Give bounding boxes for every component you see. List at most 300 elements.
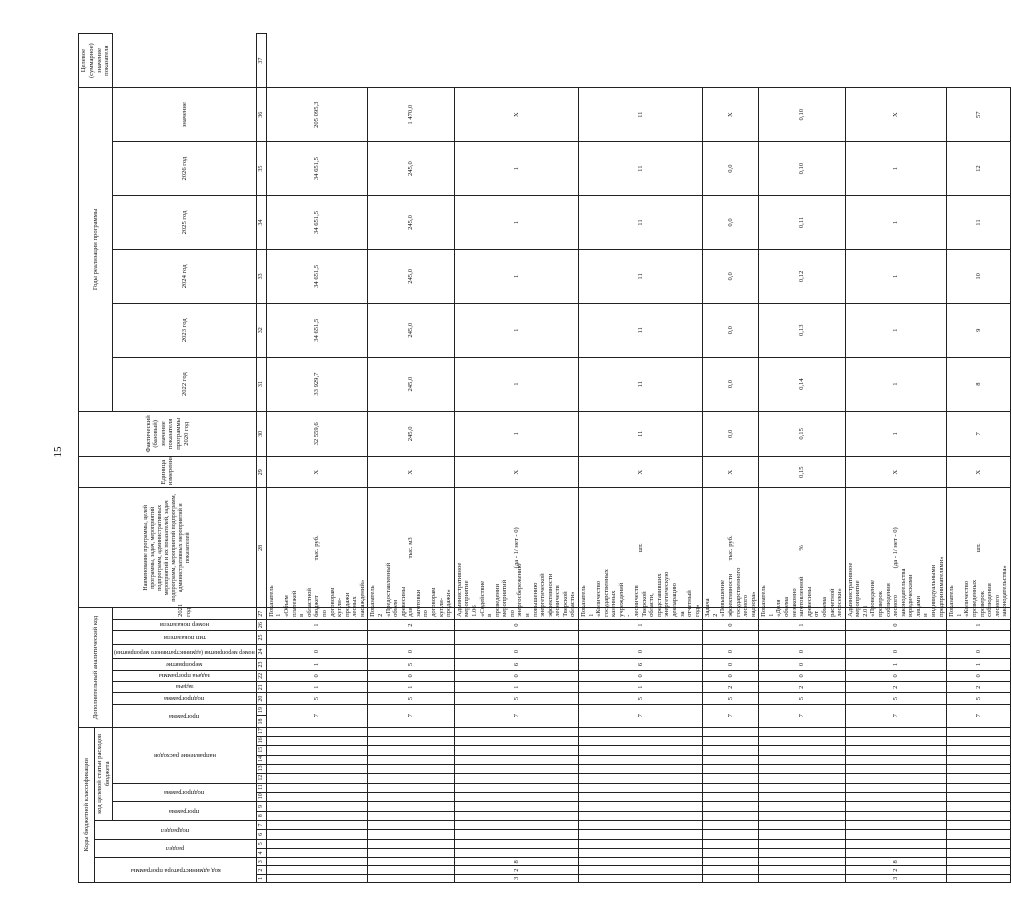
code-cell: [266, 802, 368, 811]
code-cell: [368, 746, 454, 755]
code-cell: [845, 755, 947, 764]
code-cell: [759, 802, 845, 811]
year-value: 0,13: [759, 303, 845, 357]
code-cell: 8: [845, 858, 947, 866]
code-cell: 7: [845, 704, 947, 727]
code-cell: 1: [266, 682, 368, 693]
measure-header: номер показателя: [159, 621, 210, 629]
year-value: 34 651,5: [266, 249, 368, 303]
code-cell: [579, 820, 703, 829]
column-number: 30: [256, 411, 266, 457]
column-number: 34: [256, 196, 266, 250]
code-cell: [266, 755, 368, 764]
year-value: 245,0: [368, 142, 454, 196]
row-target-value: 205 095,3: [266, 88, 368, 142]
code-cell: 1: [266, 619, 368, 630]
column-number: 21: [256, 682, 266, 693]
column-number: 29: [256, 457, 266, 488]
row-unit: тыс. руб.: [703, 488, 759, 608]
code-cell: [368, 858, 454, 866]
code-cell: 0: [454, 670, 578, 681]
column-number: 8: [256, 811, 266, 820]
base-2020-column-header: Фактический (базовый) значение показателя программы 2020 год: [79, 411, 257, 457]
code-cell: 2: [454, 866, 578, 874]
code-cell: [759, 774, 845, 783]
code-cell: 1: [947, 659, 1011, 670]
row-base-value: Х: [368, 457, 454, 488]
code-cell: 3: [845, 874, 947, 882]
code-cell: [266, 765, 368, 774]
code-cell: [759, 783, 845, 792]
code-cell: [454, 746, 578, 755]
year-value: 34 651,5: [266, 142, 368, 196]
code-cell: [845, 848, 947, 857]
unit-column-header: Единица измерения: [79, 457, 257, 488]
code-cell: [703, 746, 759, 755]
code-cell: [579, 746, 703, 755]
code-cell: 5: [845, 693, 947, 704]
code-cell: [947, 774, 1011, 783]
code-cell: [266, 727, 368, 736]
year-value: 11: [579, 142, 703, 196]
column-number-row: [256, 34, 266, 883]
row-name: Показатель 1 «Количество проведенных проверок соблюдения лесного законодательства»: [947, 608, 1011, 619]
year-value: 1: [454, 303, 578, 357]
code-cell: [266, 811, 368, 820]
code-cell: [579, 874, 703, 882]
code-cell: [266, 858, 368, 866]
target-item-header: код целевой статьи расходов бюджета: [95, 727, 113, 820]
code-cell: [579, 866, 703, 874]
year-value: 245,0: [368, 196, 454, 250]
code-cell: [703, 755, 759, 764]
row-name: Показатель 2 «Предоставленный объем древесины для заготовки по договорам купли-продажи»: [368, 608, 454, 619]
code-cell: 1: [579, 619, 703, 630]
code-cell: [579, 848, 703, 857]
column-number: 5: [256, 839, 266, 848]
row-unit: тыс. руб.: [266, 488, 368, 608]
code-cell: [703, 848, 759, 857]
code-cell: 2: [845, 866, 947, 874]
event-type-header: мероприятие: [166, 660, 203, 668]
code-cell: [947, 848, 1011, 857]
column-number: 26: [256, 619, 266, 630]
year-value: 11: [579, 249, 703, 303]
year-value: 1: [845, 357, 947, 411]
year-value: 0,0: [703, 411, 759, 457]
code-cell: [368, 874, 454, 882]
code-cell: [759, 874, 845, 882]
code-cell: [579, 783, 703, 792]
row-name: Административное мероприятие 2.01 «Проведение проверок соблюдения лесного законодательства юридическими лицами и индивидуальными предпринимателями»: [845, 608, 947, 619]
code-cell: [454, 802, 578, 811]
column-number: 18: [256, 716, 266, 727]
code-cell: [845, 792, 947, 801]
code-cell: [947, 874, 1011, 882]
column-number: 9: [256, 802, 266, 811]
table-row: [266, 34, 368, 883]
code-cell: [266, 874, 368, 882]
event-number-header: номер мероприятия (административного мероприятия): [114, 648, 255, 655]
code-cell: [579, 737, 703, 746]
code-cell: [947, 631, 1011, 644]
table-row: [947, 34, 1011, 883]
row-base-value: Х: [579, 457, 703, 488]
code-cell: [454, 765, 578, 774]
year-value: 1: [845, 411, 947, 457]
code-cell: [759, 765, 845, 774]
code-cell: 5: [368, 659, 454, 670]
code-cell: [947, 792, 1011, 801]
column-number: 22: [256, 670, 266, 681]
column-number: 14: [256, 755, 266, 764]
year-value: 12: [947, 142, 1011, 196]
year-value: 33 929,7: [266, 357, 368, 411]
column-number: 13: [256, 765, 266, 774]
code-cell: [845, 839, 947, 848]
year-value: 34 651,5: [266, 196, 368, 250]
year-2026-header: 2026 год: [113, 142, 257, 196]
code-cell: [947, 765, 1011, 774]
code-cell: 0: [703, 659, 759, 670]
year-value: 0,10: [759, 142, 845, 196]
year-value: 11: [947, 196, 1011, 250]
code-cell: [703, 830, 759, 839]
year-value: 1: [454, 142, 578, 196]
code-cell: [845, 774, 947, 783]
code-cell: [845, 746, 947, 755]
code-cell: [759, 839, 845, 848]
code-cell: 5: [703, 693, 759, 704]
column-number: 16: [256, 737, 266, 746]
column-number: 33: [256, 249, 266, 303]
code-cell: [703, 765, 759, 774]
table-body: [266, 34, 1010, 883]
code-cell: 7: [703, 704, 759, 727]
code-cell: [759, 727, 845, 736]
code-cell: [454, 774, 578, 783]
year-value: 8: [947, 357, 1011, 411]
code-cell: [947, 727, 1011, 736]
code-cell: 0: [266, 644, 368, 659]
code-cell: [703, 737, 759, 746]
year-value: 9: [947, 303, 1011, 357]
code-cell: 7: [266, 704, 368, 727]
code-cell: [845, 737, 947, 746]
add-program-header: программа: [169, 712, 200, 720]
year-value: 32 559,6: [266, 411, 368, 457]
code-cell: [454, 792, 578, 801]
code-cell: [759, 866, 845, 874]
target-value-header: значение: [113, 88, 257, 142]
code-cell: 0: [703, 644, 759, 659]
code-cell: [266, 631, 368, 644]
code-cell: [703, 802, 759, 811]
code-cell: [845, 830, 947, 839]
row-base-value: Х: [266, 457, 368, 488]
code-cell: [759, 631, 845, 644]
code-cell: [579, 839, 703, 848]
year-value: 1: [845, 249, 947, 303]
code-cell: [266, 848, 368, 857]
row-base-value: Х: [845, 457, 947, 488]
code-cell: [845, 765, 947, 774]
code-cell: [703, 866, 759, 874]
row-target-value: Х: [845, 88, 947, 142]
target-direction-header: направление расходов: [153, 751, 216, 759]
column-number: 31: [256, 357, 266, 411]
code-cell: [759, 792, 845, 801]
code-cell: [703, 874, 759, 882]
code-cell: [454, 727, 578, 736]
table-row: [454, 34, 578, 883]
row-name: Показатель 1 «Доля объема незаконно заготовленной древесины от объема расчетной лесосеки»: [759, 608, 845, 619]
code-cell: [266, 792, 368, 801]
code-cell: 0: [266, 670, 368, 681]
year-value: 1: [845, 303, 947, 357]
code-cell: [368, 631, 454, 644]
code-cell: 0: [759, 659, 845, 670]
code-cell: [368, 848, 454, 857]
rotated-table-wrapper: [78, 33, 1009, 883]
code-cell: [266, 820, 368, 829]
code-cell: 2: [759, 682, 845, 693]
code-cell: [266, 866, 368, 874]
year-value: 1: [454, 357, 578, 411]
code-cell: 6: [454, 659, 578, 670]
year-value: 34 651,5: [266, 303, 368, 357]
code-cell: 7: [947, 704, 1011, 727]
year-2023-header: 2023 год: [113, 303, 257, 357]
year-value: 11: [579, 357, 703, 411]
code-cell: 7: [368, 704, 454, 727]
code-cell: [579, 631, 703, 644]
code-cell: 0: [579, 670, 703, 681]
column-number: 27: [256, 608, 266, 619]
name-column-header: Наименование программы, целей программы, задач, мероприятий подпрограмм, административных мероприятий и их показателей, задач подпрограмм, мероприятий подпрограмм, административных мероприятий и показателей: [79, 488, 257, 608]
column-number: 3: [256, 858, 266, 866]
year-value: 245,0: [368, 357, 454, 411]
column-number: 36: [256, 88, 266, 142]
code-cell: 2: [947, 682, 1011, 693]
code-cell: [454, 811, 578, 820]
code-cell: [703, 783, 759, 792]
admin-code-header: код администратора программы: [130, 866, 221, 874]
code-cell: 0: [947, 644, 1011, 659]
code-cell: 1: [845, 659, 947, 670]
program-header: программа: [169, 807, 200, 815]
row-target-value: Х: [703, 88, 759, 142]
column-number: 15: [256, 746, 266, 755]
column-number: 11: [256, 783, 266, 792]
code-cell: [579, 858, 703, 866]
code-cell: [947, 830, 1011, 839]
code-cell: 2: [703, 682, 759, 693]
code-cell: [845, 802, 947, 811]
code-cell: [368, 737, 454, 746]
code-cell: [845, 783, 947, 792]
code-cell: [454, 631, 578, 644]
code-cell: [947, 802, 1011, 811]
year-value: 11: [579, 196, 703, 250]
code-cell: [759, 830, 845, 839]
code-cell: 0: [759, 670, 845, 681]
code-cell: 0: [368, 644, 454, 659]
column-number: 17: [256, 727, 266, 736]
column-number: 19: [256, 704, 266, 715]
code-cell: [759, 820, 845, 829]
row-base-value: Х: [454, 457, 578, 488]
code-cell: [368, 792, 454, 801]
year-value: 0,14: [759, 357, 845, 411]
row-unit: шт.: [947, 488, 1011, 608]
code-cell: 7: [579, 704, 703, 727]
code-cell: [579, 811, 703, 820]
code-cell: 8: [454, 858, 578, 866]
page-number: 15: [52, 446, 64, 458]
code-cell: [579, 802, 703, 811]
table-row: [845, 34, 947, 883]
code-cell: 5: [266, 693, 368, 704]
table-row: [368, 34, 454, 883]
code-cell: [266, 839, 368, 848]
code-cell: [368, 811, 454, 820]
years-group-header: Годы реализации программы: [79, 88, 113, 411]
row-base-value: Х: [947, 457, 1011, 488]
column-number: 37: [256, 34, 266, 88]
code-cell: [703, 811, 759, 820]
code-cell: [368, 820, 454, 829]
code-cell: 1: [759, 619, 845, 630]
column-number: 6: [256, 830, 266, 839]
year-value: 1: [454, 196, 578, 250]
row-name: Показатель 1 «Объем платежей в областной бюджет по договорам купли-продажи лесных насаждений»: [266, 608, 368, 619]
code-cell: 0: [579, 644, 703, 659]
code-cell: 1: [947, 619, 1011, 630]
program-indicators-table: [78, 33, 1011, 883]
code-cell: [845, 631, 947, 644]
subsection-header: подраздел: [161, 826, 190, 834]
year-2022-header: 2022 год: [113, 357, 257, 411]
code-cell: 0: [368, 670, 454, 681]
year-2021-header: 2021 год: [113, 608, 257, 619]
year-value: 245,0: [368, 303, 454, 357]
code-cell: [759, 858, 845, 866]
code-cell: [368, 839, 454, 848]
task-program-header: задача программы: [158, 672, 211, 680]
column-number: 25: [256, 631, 266, 644]
code-cell: [759, 811, 845, 820]
code-cell: [845, 727, 947, 736]
year-value: 1: [454, 249, 578, 303]
year-2024-header: 2024 год: [113, 249, 257, 303]
code-cell: 1: [454, 682, 578, 693]
code-cell: [454, 839, 578, 848]
code-cell: [579, 792, 703, 801]
code-cell: 5: [368, 693, 454, 704]
code-cell: [759, 737, 845, 746]
code-cell: 0: [845, 619, 947, 630]
column-number: 10: [256, 792, 266, 801]
row-base-value: 0,15: [759, 457, 845, 488]
code-cell: [703, 631, 759, 644]
code-cell: [368, 765, 454, 774]
row-base-value: Х: [703, 457, 759, 488]
column-number: 1: [256, 874, 266, 882]
target-group-header: Целевое (суммарное) значение показателя: [79, 34, 113, 88]
code-cell: [759, 755, 845, 764]
code-cell: 7: [759, 704, 845, 727]
code-cell: [703, 858, 759, 866]
row-unit: шт.: [579, 488, 703, 608]
add-subprogram-header: подпрограмма: [164, 694, 205, 702]
row-target-value: 1 470,0: [368, 88, 454, 142]
code-cell: [579, 727, 703, 736]
code-cell: [368, 866, 454, 874]
table-row: [579, 34, 703, 883]
code-cell: 0: [759, 644, 845, 659]
year-value: 0,0: [703, 357, 759, 411]
task-header: задача: [175, 683, 194, 691]
code-cell: 1: [266, 659, 368, 670]
code-cell: 5: [947, 693, 1011, 704]
code-cell: 1: [579, 682, 703, 693]
code-cell: [579, 755, 703, 764]
code-cell: 3: [454, 874, 578, 882]
year-value: 0,0: [703, 196, 759, 250]
code-cell: [266, 774, 368, 783]
code-cell: [947, 866, 1011, 874]
code-cell: 6: [579, 659, 703, 670]
code-cell: 5: [454, 693, 578, 704]
year-value: 0,0: [703, 303, 759, 357]
code-cell: 0: [454, 619, 578, 630]
column-number: 20: [256, 693, 266, 704]
row-name: Задача 2 «Повышение эффективности государственного лесного надзора»: [703, 608, 759, 619]
year-value: 0,0: [703, 249, 759, 303]
budget-classification-header: Коды бюджетной классификации: [79, 727, 95, 882]
row-target-value: Х: [454, 88, 578, 142]
code-cell: [368, 830, 454, 839]
code-cell: [703, 839, 759, 848]
section-header: раздел: [166, 845, 185, 853]
code-cell: [266, 737, 368, 746]
column-number: 35: [256, 142, 266, 196]
year-value: 245,0: [368, 411, 454, 457]
year-value: 7: [947, 411, 1011, 457]
code-cell: [579, 774, 703, 783]
row-name: Административное мероприятие 1.06 «Содействие в проведении мероприятий по энергосбережению и повышению энергетической эффективности лесничеств Тверской области»: [454, 608, 578, 619]
code-cell: [947, 737, 1011, 746]
code-cell: 2: [845, 682, 947, 693]
year-value: 11: [579, 411, 703, 457]
year-2025-header: 2025 год: [113, 196, 257, 250]
code-cell: [368, 783, 454, 792]
year-value: 10: [947, 249, 1011, 303]
row-unit: тыс. м3: [368, 488, 454, 608]
code-cell: [266, 746, 368, 755]
row-target-value: 57: [947, 88, 1011, 142]
column-number: 4: [256, 848, 266, 857]
code-cell: [266, 783, 368, 792]
code-cell: [579, 765, 703, 774]
year-value: 0,0: [703, 142, 759, 196]
column-number: 2: [256, 866, 266, 874]
column-number: 23: [256, 659, 266, 670]
code-cell: [454, 848, 578, 857]
code-cell: [703, 792, 759, 801]
year-value: 11: [579, 303, 703, 357]
